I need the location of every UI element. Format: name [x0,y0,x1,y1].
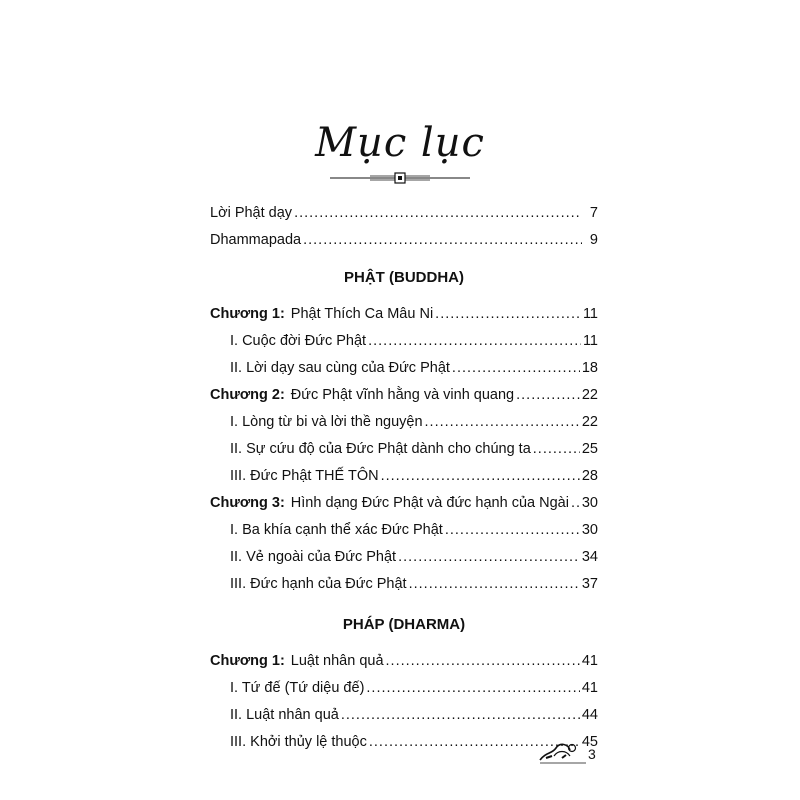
toc-entry-label: II. Lời dạy sau cùng của Đức Phật [230,360,450,376]
toc-entry-page: 34 [581,549,598,565]
toc-entry-label: Lời Phật dạy [210,205,293,221]
toc-entry-label: I. Ba khía cạnh thể xác Đức Phật [230,522,443,538]
toc-entry[interactable] [210,517,598,544]
leader-dots [425,409,580,436]
toc-entry-label: III. Khởi thủy lệ thuộc [230,734,367,750]
toc-entry-page: 44 [581,707,598,723]
toc-chapter[interactable] [210,490,598,517]
leader-dots [452,355,580,382]
leader-dots [445,517,580,544]
part-heading: PHẬT (BUDDHA) [344,269,464,286]
toc-entry-page: 41 [581,653,598,669]
toc-entry-label: Dhammapada [210,232,302,248]
chapter-prefix: Chương 2: [210,387,285,403]
toc-entry[interactable] [210,571,598,598]
toc-entry[interactable] [210,200,598,227]
leader-dots [294,200,582,227]
toc-entry[interactable] [210,463,598,490]
toc-entry-label: II. Sự cứu độ của Đức Phật dành cho chúng ta [230,441,531,457]
leader-dots [381,463,580,490]
toc-chapter[interactable] [210,648,598,675]
part-heading: PHÁP (DHARMA) [342,616,466,633]
leader-dots [571,490,580,517]
toc-entry-label: I. Tứ đế (Tứ diệu đế) [230,680,365,696]
chapter-prefix: Chương 3: [210,495,285,511]
toc-entry-label: Luật nhân quả [290,653,384,669]
toc-entry-label: I. Lòng từ bi và lời thề nguyện [230,414,423,430]
toc-entry[interactable] [210,544,598,571]
title-ornament [330,168,470,188]
leader-dots [368,328,581,355]
toc-entry-page: 37 [581,576,598,592]
leader-dots [435,301,581,328]
toc-entry-label: Hình dạng Đức Phật và đức hạnh của Ngài [290,495,569,511]
toc-entry-label: III. Đức hạnh của Đức Phật [230,576,407,592]
toc-entry-page: 30 [581,522,598,538]
toc-entry[interactable] [210,409,598,436]
toc-entry[interactable] [210,675,598,702]
toc-entry-label: II. Luật nhân quả [230,707,339,723]
leader-dots [516,382,580,409]
page-number: 3 [588,746,596,762]
page-title: Mục lục [315,120,485,166]
toc-entry[interactable] [210,355,598,382]
chapter-prefix: Chương 1: [210,653,285,669]
toc-entry[interactable] [210,702,598,729]
leader-dots [303,227,582,254]
toc-entry-page: 45 [581,734,598,750]
toc-entry-page: 9 [589,232,598,248]
toc-entry-label: Đức Phật vĩnh hằng và vinh quang [290,387,515,403]
toc-entry-page: 22 [581,387,598,403]
toc-entry-page: 7 [589,205,598,221]
leader-dots [533,436,580,463]
toc-entry-page: 11 [582,333,598,349]
toc-entry-label: Phật Thích Ca Mâu Ni [290,306,434,322]
toc-entry[interactable] [210,227,598,254]
toc-entry[interactable] [210,436,598,463]
leader-dots [386,648,580,675]
toc-entry-page: 22 [581,414,598,430]
toc-entry-page: 11 [582,306,598,322]
toc-entry-label: II. Vẻ ngoài của Đức Phật [230,549,397,565]
toc-chapter[interactable] [210,301,598,328]
toc-entry-label: I. Cuộc đời Đức Phật [230,333,367,349]
toc-entry-page: 25 [581,441,598,457]
toc-entry[interactable] [210,328,598,355]
toc-entry-label: III. Đức Phật THẾ TÔN [230,468,379,484]
toc-entry-page: 41 [581,680,598,696]
footer-ornament-icon [536,736,586,766]
toc-entry-page: 28 [581,468,598,484]
chapter-prefix: Chương 1: [210,306,285,322]
leader-dots [341,702,580,729]
leader-dots [366,675,579,702]
toc-entry-page: 30 [581,495,598,511]
toc-chapter[interactable] [210,382,598,409]
leader-dots [409,571,580,598]
table-of-contents [210,200,598,756]
toc-entry-page: 18 [581,360,598,376]
leader-dots [398,544,580,571]
